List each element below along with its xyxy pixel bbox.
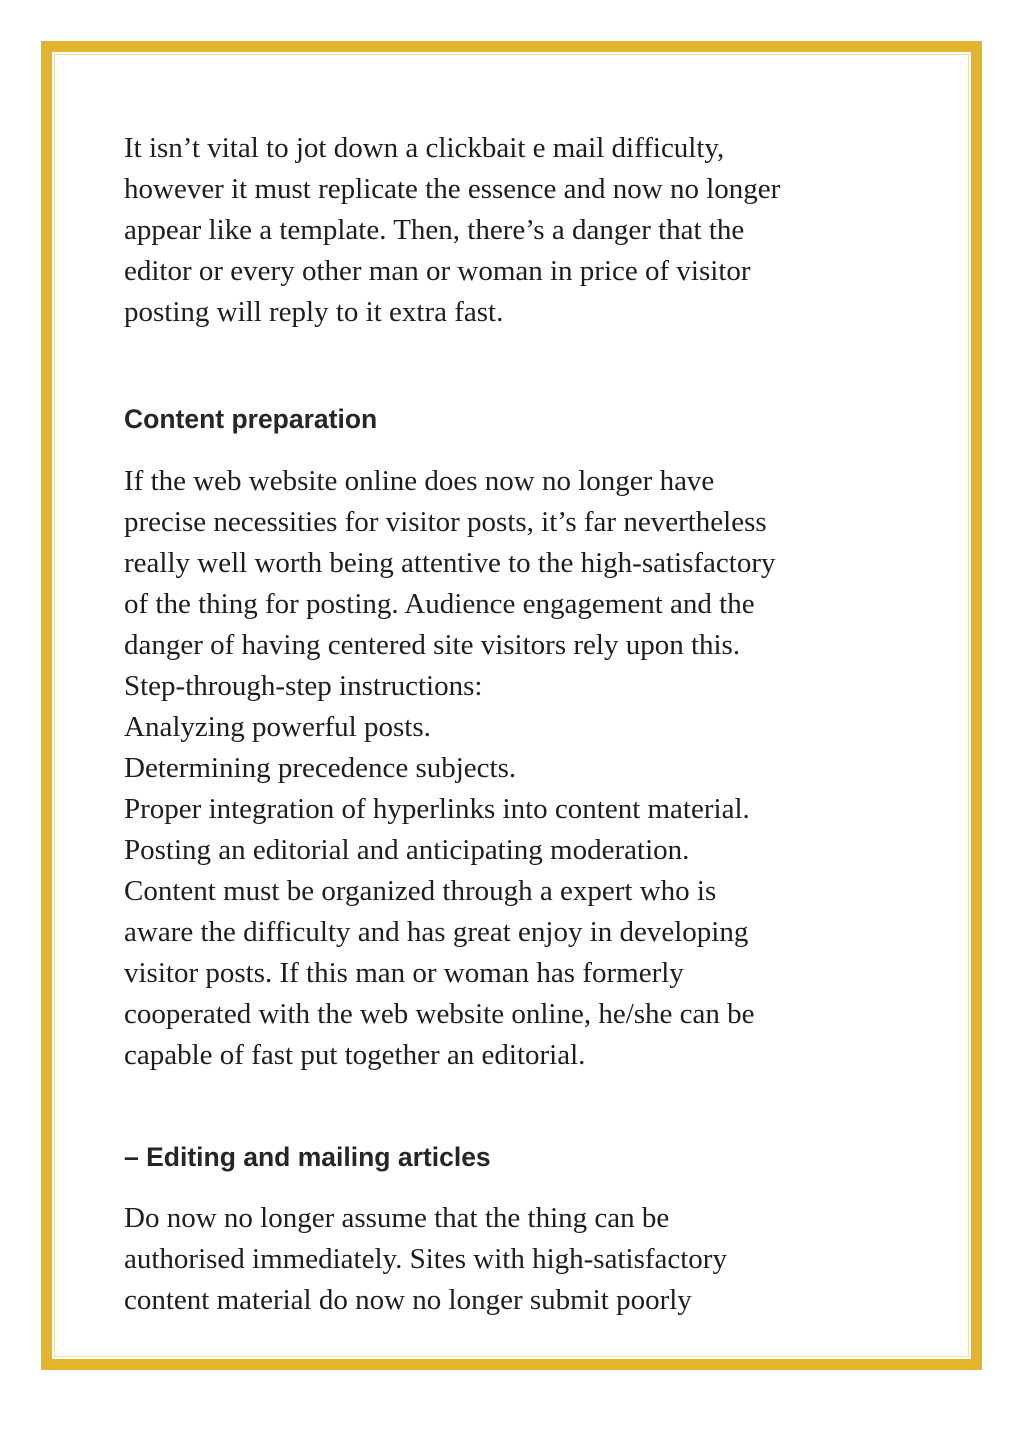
text-line: really well worth being attentive to the high-satisfactory xyxy=(124,547,776,579)
text-line: editor or every other man or woman in price of visitor xyxy=(124,255,751,287)
text-line: visitor posts. If this man or woman has formerly xyxy=(124,957,684,989)
text-line: cooperated with the web website online, he/she can be xyxy=(124,998,755,1030)
content-preparation-paragraph xyxy=(124,461,914,1076)
text-line: Posting an editorial and anticipating moderation. xyxy=(124,834,690,866)
editing-paragraph xyxy=(124,1198,914,1321)
text-line: precise necessities for visitor posts, it’s far nevertheless xyxy=(124,506,767,538)
text-line: danger of having centered site visitors rely upon this. xyxy=(124,629,741,661)
text-line: appear like a template. Then, there’s a danger that the xyxy=(124,214,745,246)
text-line: aware the difficulty and has great enjoy in developing xyxy=(124,916,749,948)
text-line: If the web website online does now no longer have xyxy=(124,465,715,497)
text-line: authorised immediately. Sites with high-satisfactory xyxy=(124,1243,727,1275)
text-line: Analyzing powerful posts. xyxy=(124,711,431,743)
text-line: Proper integration of hyperlinks into content material. xyxy=(124,793,750,825)
text-line: Do now no longer assume that the thing can be xyxy=(124,1202,670,1234)
section-heading-editing-and-mailing: – Editing and mailing articles xyxy=(124,1142,491,1172)
intro-paragraph xyxy=(124,128,914,333)
text-line: Content must be organized through a expert who is xyxy=(124,875,717,907)
text-line: of the thing for posting. Audience engagement and the xyxy=(124,588,755,620)
text-line: posting will reply to it extra fast. xyxy=(124,296,504,328)
text-line: content material do now no longer submit poorly xyxy=(124,1284,692,1316)
text-line: It isn’t vital to jot down a clickbait e mail difficulty, xyxy=(124,132,725,164)
text-line: capable of fast put together an editorial. xyxy=(124,1039,586,1071)
text-line: Determining precedence subjects. xyxy=(124,752,517,784)
section-heading-content-preparation: Content preparation xyxy=(124,404,378,434)
text-line: however it must replicate the essence and now no longer xyxy=(124,173,781,205)
document-body xyxy=(124,128,914,1321)
text-line: Step-through-step instructions: xyxy=(124,670,483,702)
